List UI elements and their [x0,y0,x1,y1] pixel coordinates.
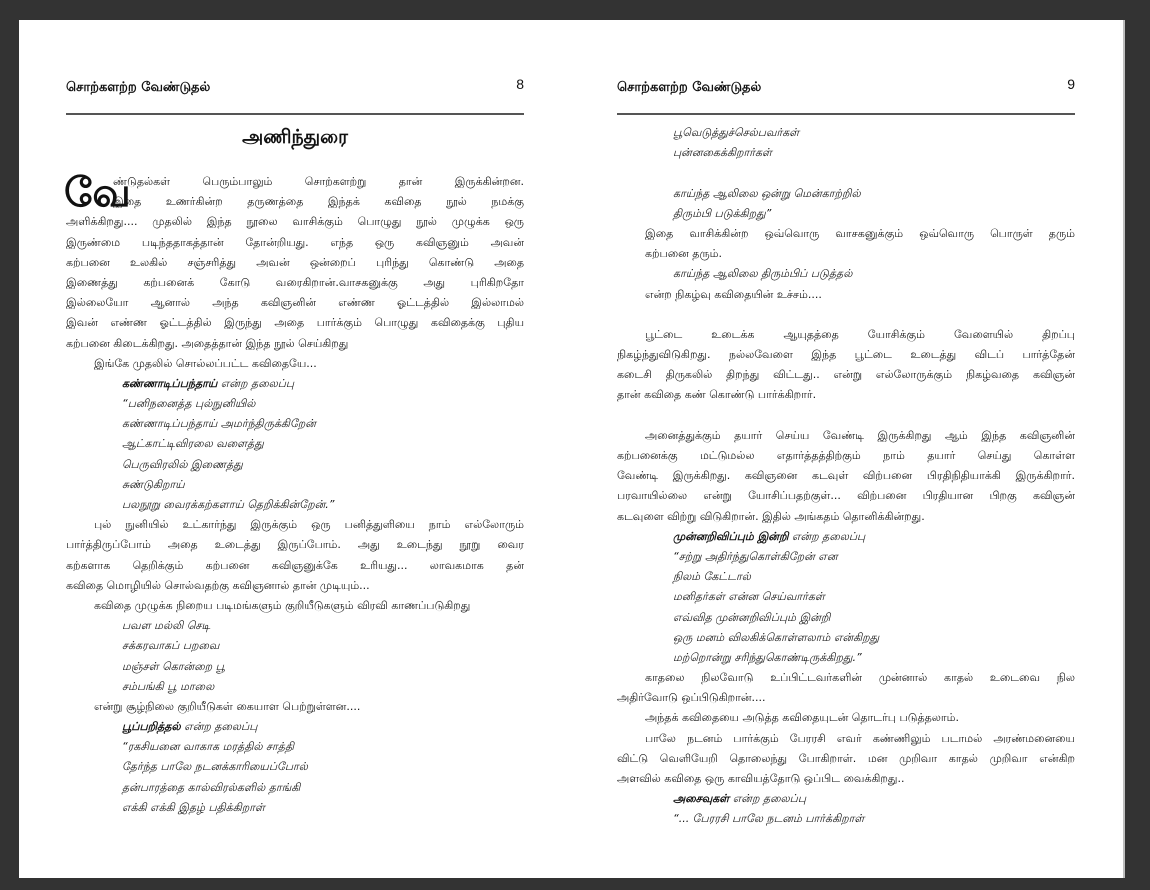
text-line: கற்பனை உலகில் சஞ்சரித்து அவன் ஒன்றைப் புரிந்து கொண்டு அதை [66,255,524,269]
text-line: என்ற நிகழ்வு கவிதையின் உச்சம்.... [645,287,822,301]
text-line: மற்றொன்று சரிந்துகொண்டிருக்கிறது.” [673,650,862,664]
text-line: கடைசி திருகலில் திறந்து விட்டது.. என்று எல்லோருக்கும் நிகழ்வதை கவிஞன் [617,368,1075,382]
poem-title: பூப்பறித்தல் [122,720,181,734]
poem-title: கண்ணாடிப்பந்தாய் [122,376,218,390]
page-body [617,123,1075,830]
text-line [66,717,524,737]
text-line: ஒரு மனம் விலகிக்கொள்ளலாம் என்கிறது [673,630,880,644]
header-rule [66,113,524,115]
page-number: 9 [1067,76,1075,92]
text-line: இதை உணர்கின்ற தருணத்தை இந்தக் கவிதை நூல் நமக்கு [113,195,524,209]
text-line: பார்த்திருப்போம் அதை உடைத்து இருப்போம். அது உடைந்து நூறு வைர [66,538,524,552]
text-line: காதலை நிலவோடு உப்பிட்டவர்களின் முன்னால் காதல் உடைவை நில [645,671,1075,685]
text-line: பெருவிரலில் இணைத்து [122,457,243,471]
left-page [66,20,524,878]
text-line: புல் நுனியில் உட்கார்ந்து இருக்கும் ஒரு பனித்துளியை நாம் எல்லோரும் [94,518,524,532]
text-line: கண்ணாடிப்பந்தாய் அமர்ந்திருக்கிறேன் [122,417,316,431]
text-line: பூவெடுத்துச்செல்பவர்கள் [673,126,800,139]
text-line: பூட்டை உடைக்க ஆயுதத்தை யோசிக்கும் வேளையில் திறப்பு [645,327,1075,341]
text-line: அளிக்கிறது.... முதலில் இந்த நூலை வாசிக்கும் பொழுது நூல் முழுக்க ஒரு [66,215,524,229]
right-page [617,20,1075,878]
text-line: அதிர்வோடு ஒப்பிடுகிறான்.... [617,691,766,705]
text-line: எவ்வித முன்னறிவிப்பும் இன்றி [673,610,831,624]
text-line: கற்பனை கிடைக்கிறது. அதைத்தான் இந்த நூல் செய்கிறது [66,336,349,350]
chapter-title: அணிந்துரை [242,126,348,148]
text-line: இங்கே முதலில் சொல்லப்பட்ட கவிதையே... [94,356,317,370]
text-line [66,374,524,394]
text-line: அனைத்துக்கும் தயார் செய்ய வேண்டி இருக்கிறது ஆம் இந்த கவிஞனின் [645,428,1075,442]
running-head: சொற்களற்ற வேண்டுதல் [66,80,211,95]
text-line: சக்கரவாகப் பறவை [122,639,220,653]
text-line: கற்பனைக்கு மட்டுமல்ல எதார்த்தத்திற்கும் நாம் தயார் செய்து கொள்ள [617,449,1075,462]
poem-title: முன்னறிவிப்பும் இன்றி [673,529,789,543]
text-line: காய்ந்த ஆலிலை திரும்பிப் படுத்தல் [673,267,853,281]
text-line: கவிதை மொழியில் சொல்வதற்கு கவிஞனால் தான் முடியும்... [66,578,370,592]
blank-line [617,406,1075,426]
text-line: திரும்பி படுக்கிறது” [673,206,772,220]
text-line: கற்பனை தரும். [645,247,722,261]
title-suffix: என்ற தலைப்பு [729,792,807,806]
blank-line [617,163,1075,183]
text-line: இதை வாசிக்கின்ற ஒவ்வொரு வாசகனுக்கும் ஒவ்வொரு பொருள் தரும் [645,226,1075,240]
text-line: அந்தக் கவிதையை அடுத்த கவிதையுடன் தொடர்பு படுத்தலாம். [645,711,960,725]
dropcap-paragraph [64,170,524,216]
header-rule [617,113,1075,115]
text-line: சம்பங்கி பூ மாலை [122,679,215,693]
title-suffix: என்ற தலைப்பு [180,720,258,734]
text-line [617,527,1075,547]
title-suffix: என்ற தலைப்பு [788,529,866,543]
text-line: கவிதை முழுக்க நிறைய படிமங்களும் குறியீடுகளும் விரவி காணப்படுகிறது [94,598,471,612]
text-line: இல்லையோ ஆனால் அந்த கவிஞனின் எண்ண ஓட்டத்தில் இல்லாமல் [66,296,524,310]
text-line: கற்களாக தெறிக்கும் கற்பனை கவிஞனுக்கே உரியது... லாவகமாக தன் [66,558,524,572]
text-line: நிலம் கேட்டால் [673,570,751,584]
text-line: ஆட்காட்டிவிரலை வளைத்து [122,437,264,451]
text-line [617,789,1075,809]
text-line: இணைத்து கற்பனைக் கோடு வரைகிறான்.வாசகனுக்கு அது புரிகிறதோ [66,275,524,289]
text-line: வேண்டி இருக்கிறது. கவிஞனை கடவுள் விற்பனை பிரதிநிதியாக்கி இருக்கிறார். [617,469,1075,483]
text-line: மஞ்சள் கொன்றை பூ [122,659,225,673]
text-line: இருண்மை படிந்ததாகத்தான் தோன்றியது. எந்த ஒரு கவிஞனும் அவன் [66,235,524,249]
text-line: கடவுளை விற்று விடுகிறான். இதில் அங்கதம் தொனிக்கின்றது. [617,509,925,523]
text-line: சுண்டுகிறாய் [122,477,185,491]
text-line: “ரகசியனை வாகாக மரத்தில் சாத்தி [122,740,294,754]
text-line: என்று சூழ்நிலை குறியீடுகள் கையாள பெற்றுள்ளன.... [94,699,361,713]
running-head: சொற்களற்ற வேண்டுதல் [617,80,762,95]
text-line: தேர்ந்த பாலே நடனக்காரியைப்போல் [122,760,308,774]
dropcap: வே [64,170,131,216]
blank-line [617,305,1075,325]
text-line: தன்பாரத்தை கால்விரல்களில் தாங்கி [122,780,301,794]
text-line: அளவில் கவிதை ஒரு காவியத்தோடு ஒப்பிட வைக்கிறது.. [617,772,905,785]
text-line: காய்ந்த ஆலிலை ஒன்று மென்காற்றில் [673,186,861,200]
text-line: பரவாயில்லை என்று யோசிப்பதற்குள்... விற்பனை பிரதியான பிறகு கவிஞன் [617,489,1075,503]
text-line: இவன் எண்ண ஓட்டத்தில் இருந்து அதை பார்க்கும் பொழுது கவிதைக்கு புதிய [66,316,524,330]
text-line: ண்டுதல்கள் பெரும்பாலும் சொற்களற்று தான் இருக்கின்றன. [113,175,524,188]
page-number: 8 [516,76,524,92]
text-line: பவள மல்லி செடி [122,619,211,633]
text-line: பலநூறு வைரக்கற்களாய் தெறிக்கின்றேன்.” [122,498,335,511]
text-line: நிகழ்ந்துவிடுகிறது. நல்லவேளை இந்த பூட்டை உடைத்து விடப் பார்த்தேன் [617,348,1075,362]
text-line: “சற்று அதிர்ந்துகொள்கிறேன் என [673,549,838,563]
book-spread [19,20,1123,878]
text-line: எக்கி எக்கி இதழ் பதிக்கிறாள் [122,800,265,814]
text-line: “பனிநனைத்த புல்நுனியில் [122,397,256,411]
poem-title: அசைவுகள் [673,792,730,806]
title-suffix: என்ற தலைப்பு [217,376,295,390]
text-line: மனிதர்கள் என்ன செய்வார்கள் [673,590,825,604]
text-line: புன்னகைக்கிறார்கள் [673,146,772,160]
text-line: பாலே நடனம் பார்க்கும் பேரரசி எவர் கண்ணிலும் படாமல் அரண்மனையை [645,731,1075,745]
text-line: தான் கவிதை கண் கொண்டு பார்க்கிறார். [617,388,817,402]
page-body [66,172,524,818]
text-line: “... பேரரசி பாலே நடனம் பார்க்கிறாள் [673,812,865,826]
text-line: விட்டு வெளியேறி தொலைந்து போகிறாள். மன முறிவா காதல் முறிவா என்கிற [617,751,1075,765]
